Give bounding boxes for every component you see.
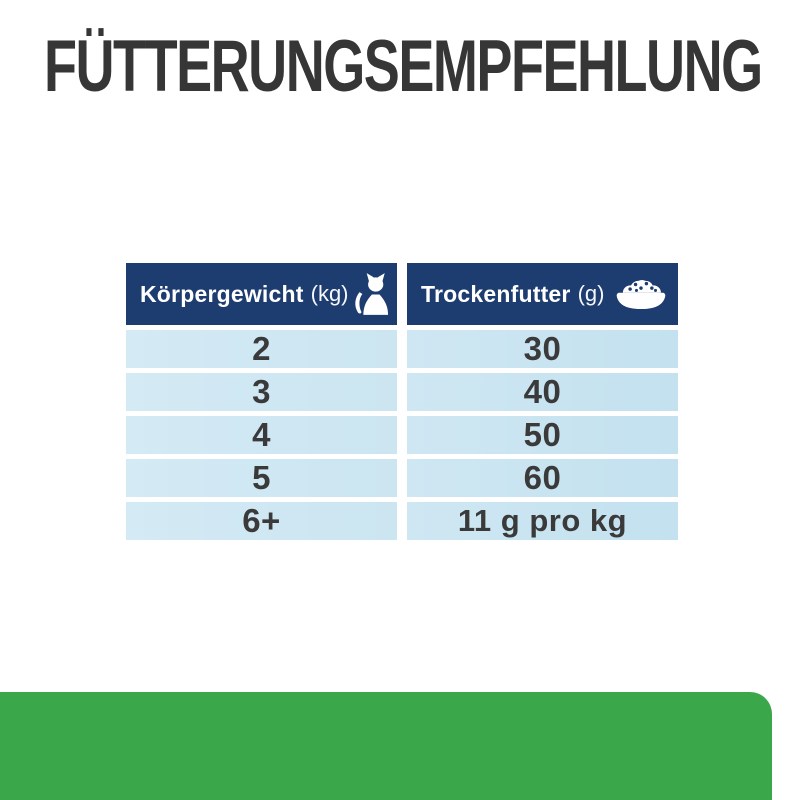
food-cell: 11 g pro kg	[407, 502, 678, 540]
weight-cell: 3	[126, 373, 397, 411]
weight-cell: 5	[126, 459, 397, 497]
weight-cell: 6+	[126, 502, 397, 540]
weight-cell: 2	[126, 330, 397, 368]
body-weight-label: Körpergewicht	[140, 280, 304, 307]
food-bowl-icon	[612, 276, 670, 313]
food-cell: 40	[407, 373, 678, 411]
page-title: FÜTTERUNGSEMPFEHLUNG	[44, 26, 762, 107]
food-cell: 30	[407, 330, 678, 368]
food-cell: 50	[407, 416, 678, 454]
header-cell-body-weight	[126, 263, 397, 325]
weight-cell: 4	[126, 416, 397, 454]
cat-icon	[351, 272, 389, 316]
header-cell-dry-food	[407, 263, 678, 325]
green-footer-bar	[0, 692, 772, 800]
dry-food-label: Trockenfutter	[421, 280, 571, 307]
food-cell: 60	[407, 459, 678, 497]
feeding-table	[126, 263, 678, 540]
body-weight-unit: (kg)	[310, 281, 349, 306]
dry-food-unit: (g)	[577, 281, 605, 306]
